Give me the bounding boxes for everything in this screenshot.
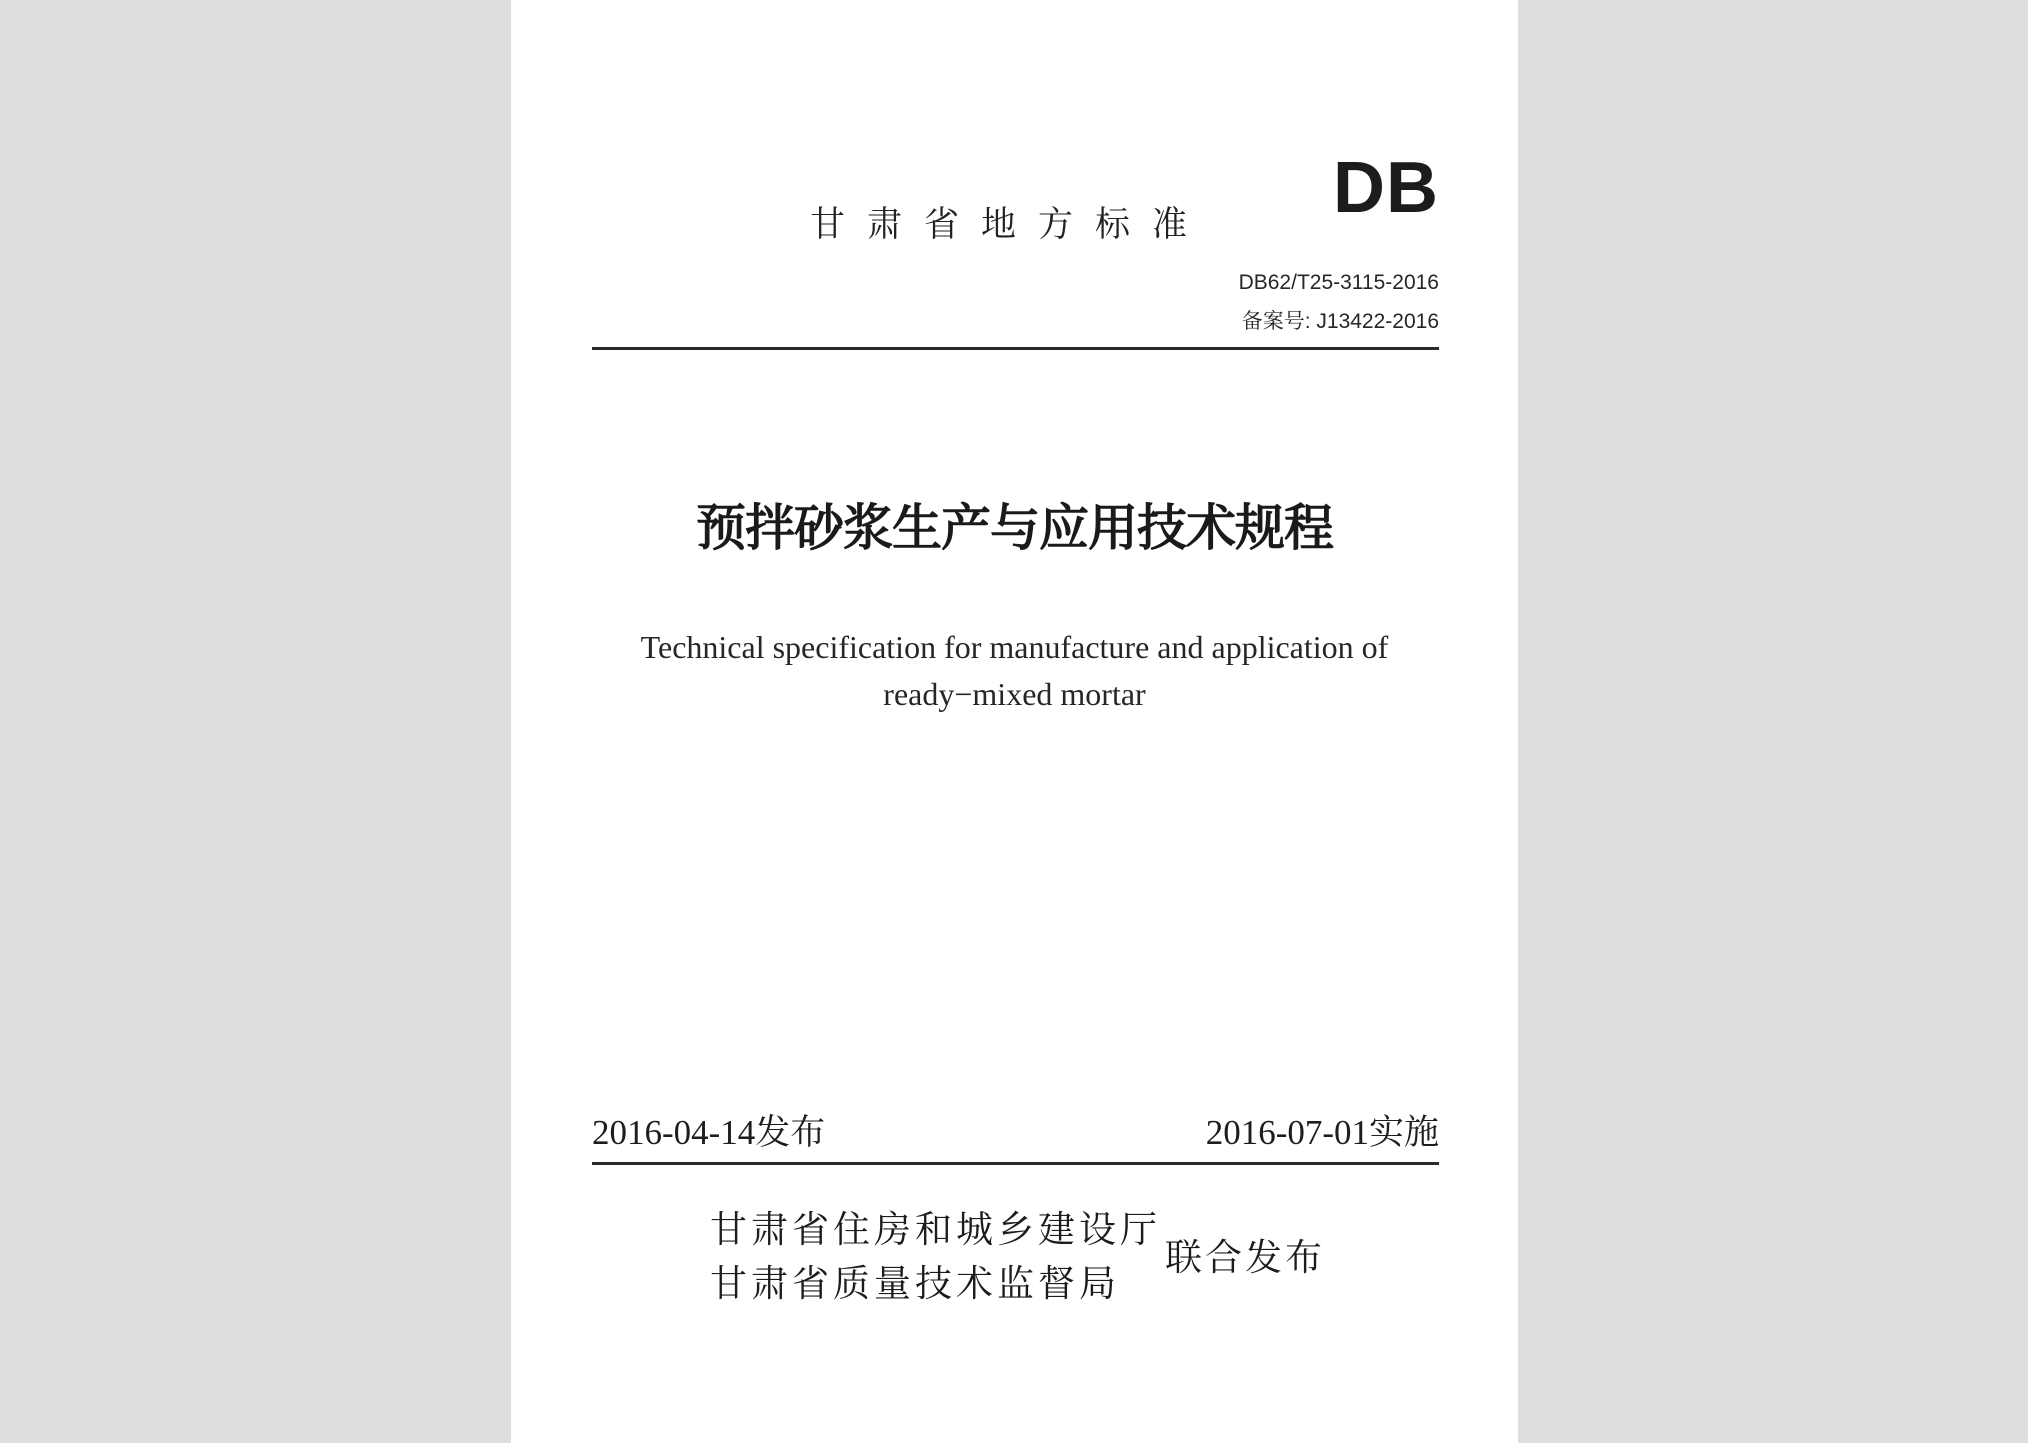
standard-number: DB62/T25-3115-2016 [1238,271,1439,294]
document-cover-page [511,0,1518,1443]
implement-date: 2016-07-01实施 [1205,1113,1439,1152]
issuer-line-1: 甘肃省住房和城乡建设厅 [710,1208,1161,1251]
footer-divider [592,1162,1439,1165]
header-divider [592,347,1439,350]
issuer-line-2: 甘肃省质量技术监督局 [710,1262,1120,1305]
db-standard-mark: DB [1333,148,1439,228]
issuing-authorities [710,1203,1161,1311]
publish-date: 2016-04-14发布 [592,1113,826,1152]
english-title-line-1: Technical specification for manufacture and application of [640,629,1389,665]
record-number: 备案号: J13422-2016 [1241,310,1439,333]
chinese-title: 预拌砂浆生产与应用技术规程 [696,498,1333,557]
standard-category: 甘肃省地方标准 [810,205,1210,245]
joint-release-label: 联合发布 [1165,1236,1325,1279]
english-title-line-2: ready−mixed mortar [883,676,1146,712]
english-title [511,624,1518,718]
